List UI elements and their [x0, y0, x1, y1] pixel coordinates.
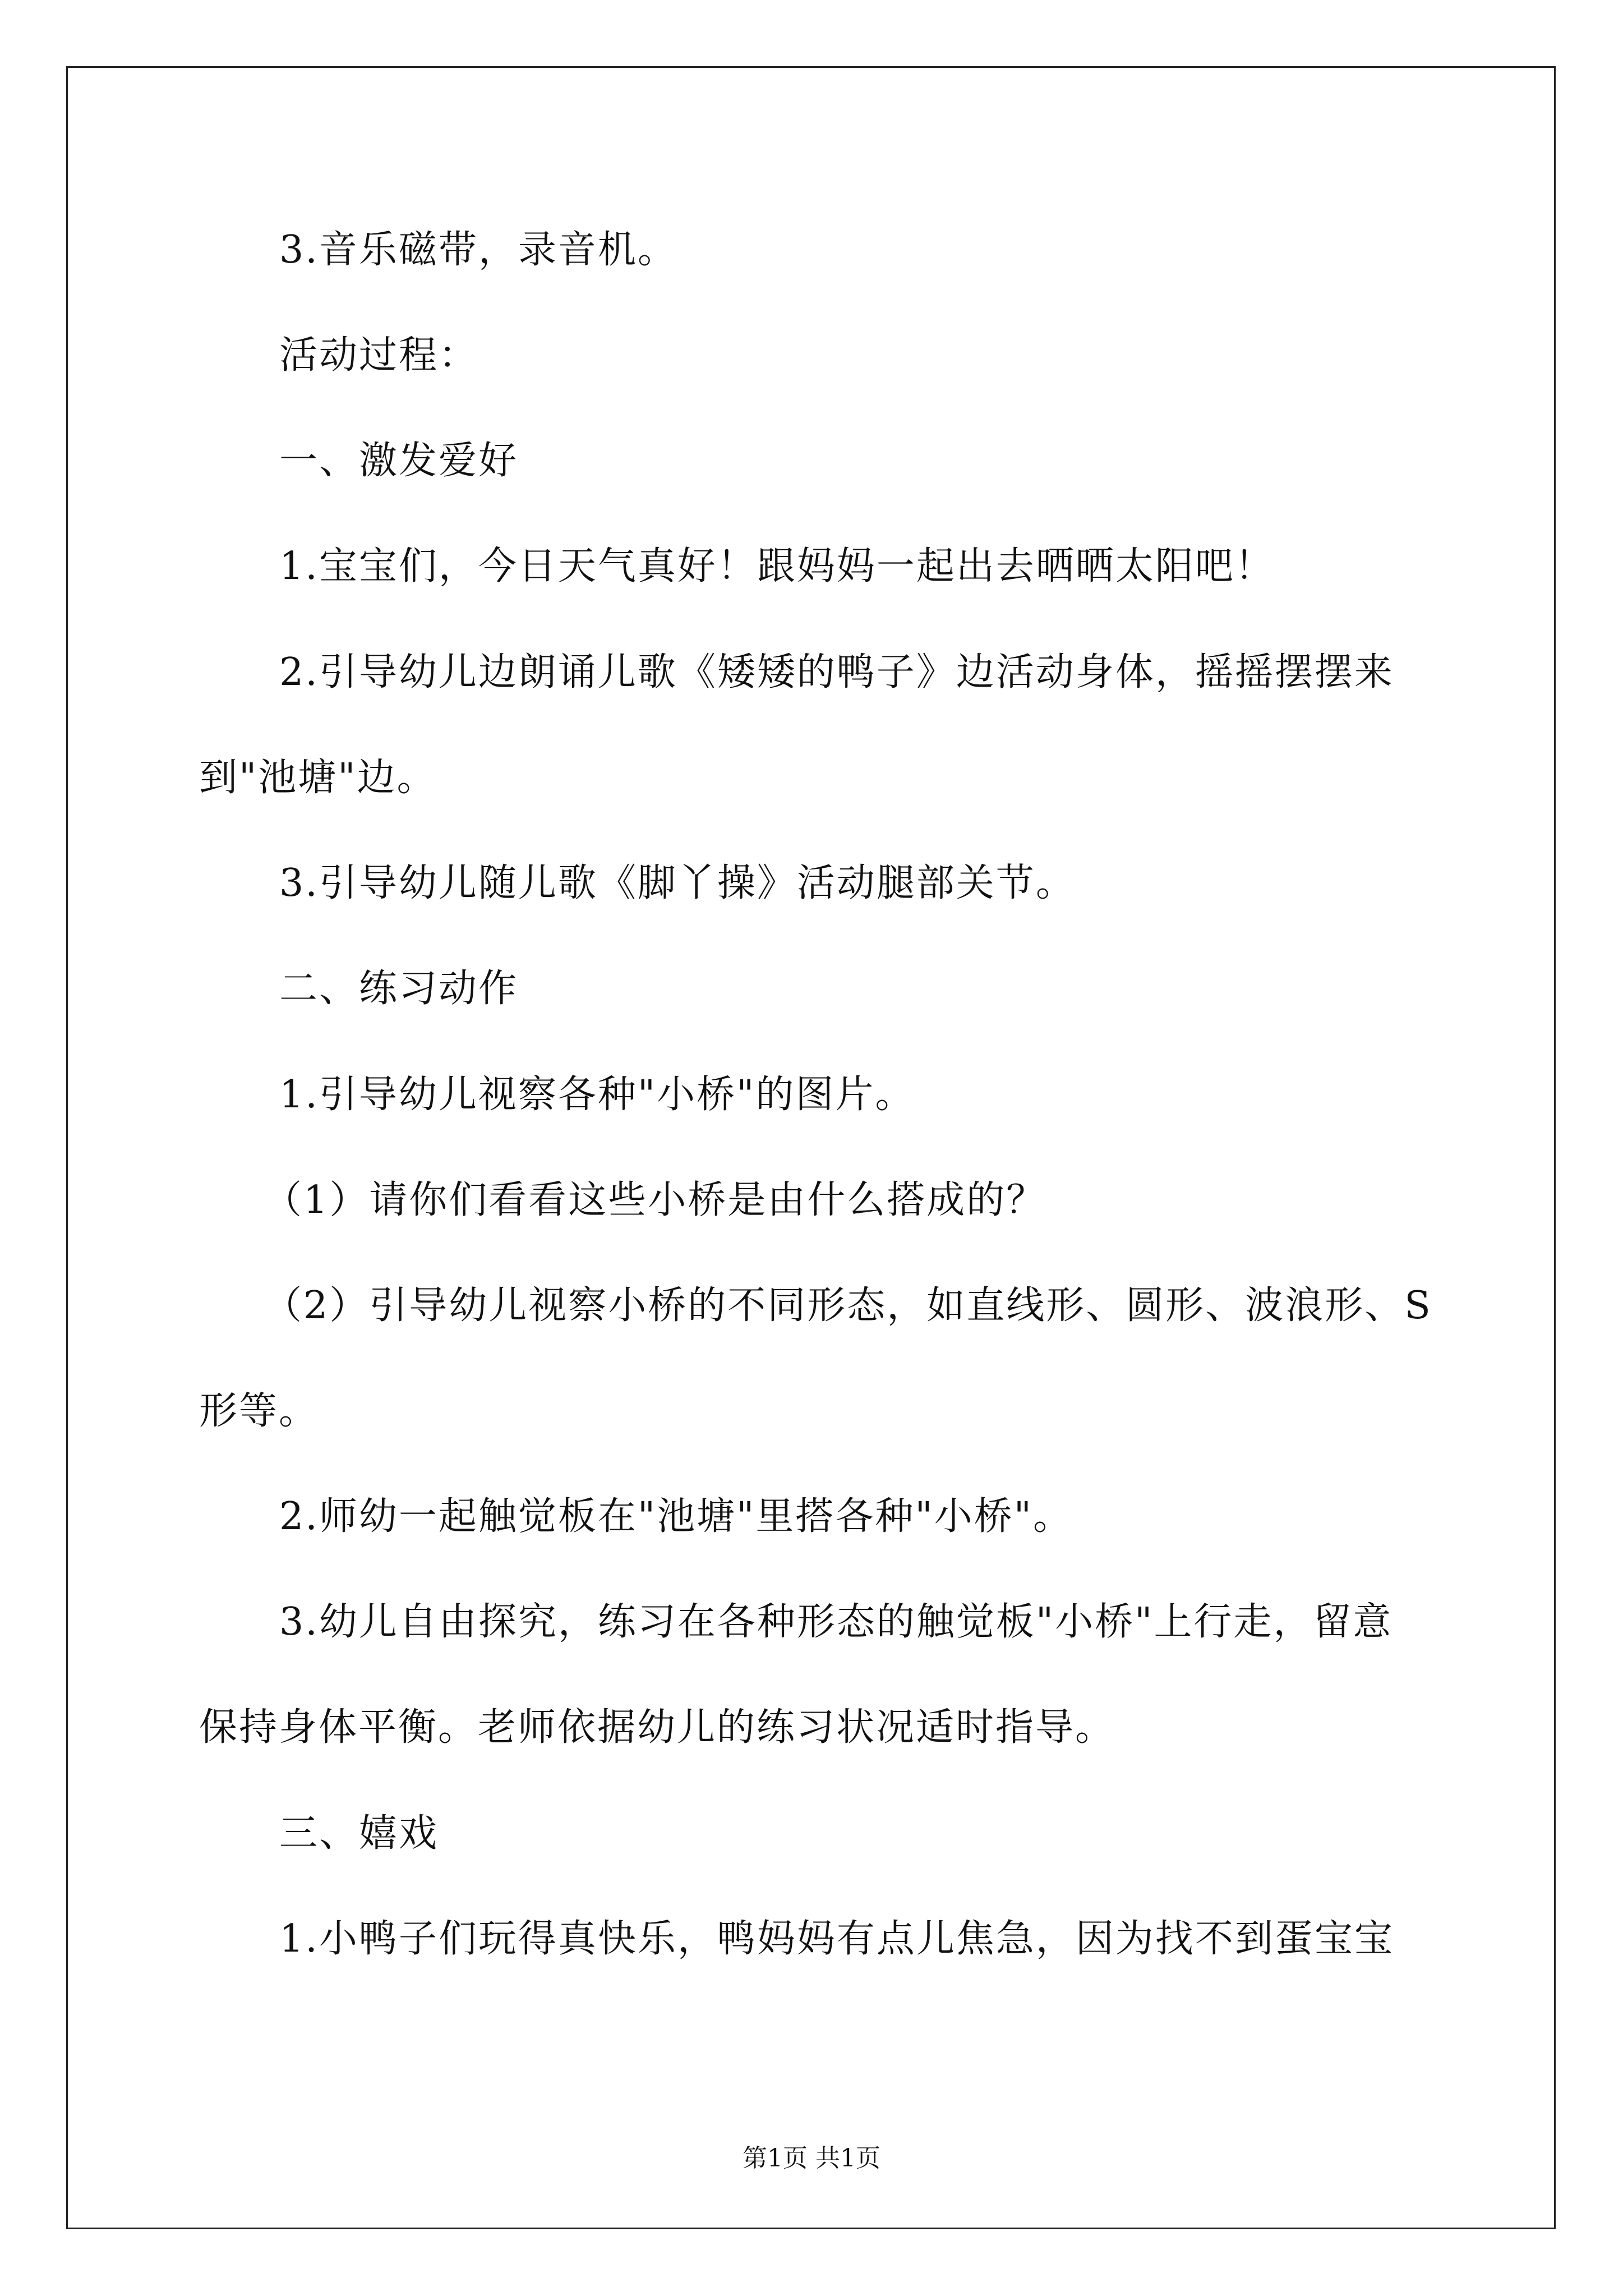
page-border: [66, 66, 1556, 2229]
text-line-1-2-cont: 到"池塘"边。: [199, 756, 437, 800]
text-line-2-3: 3.幼儿自由探究，练习在各种形态的触觉板"小桥"上行走，留意: [279, 1600, 1393, 1644]
text-line-2-3-cont: 保持身体平衡。老师依据幼儿的练习状况适时指导。: [199, 1705, 1115, 1750]
text-line-3-1: 1.小鸭子们玩得真快乐，鸭妈妈有点儿焦急，因为找不到蛋宝宝: [279, 1917, 1394, 1961]
text-line-2-2: 2.师幼一起触觉板在"池塘"里搭各种"小桥"。: [279, 1494, 1073, 1539]
text-line-1-3: 3.引导幼儿随儿歌《脚丫操》活动腿部关节。: [279, 861, 1076, 905]
section-heading-1: 一、激发爱好: [279, 439, 519, 483]
section-heading-3: 三、嬉戏: [279, 1811, 439, 1856]
section-heading-activity-process: 活动过程：: [279, 333, 479, 378]
text-line-2-1-b-cont: 形等。: [199, 1389, 319, 1433]
text-line-2-1-b: （2）引导幼儿视察小桥的不同形态，如直线形、圆形、波浪形、S: [264, 1283, 1432, 1328]
page-footer: 第1页 共1页: [743, 2144, 880, 2173]
text-line-1-2: 2.引导幼儿边朗诵儿歌《矮矮的鸭子》边活动身体，摇摇摆摆来: [279, 650, 1394, 694]
text-line-2-1-a: （1）请你们看看这些小桥是由什么搭成的？: [264, 1178, 1046, 1222]
section-heading-2: 二、练习动作: [279, 967, 519, 1011]
text-line-1-1: 1.宝宝们，今日天气真好！跟妈妈一起出去晒晒太阳吧！: [279, 544, 1275, 588]
text-line-materials-3: 3.音乐磁带，录音机。: [279, 228, 677, 272]
text-line-2-1: 1.引导幼儿视察各种"小桥"的图片。: [279, 1073, 915, 1117]
